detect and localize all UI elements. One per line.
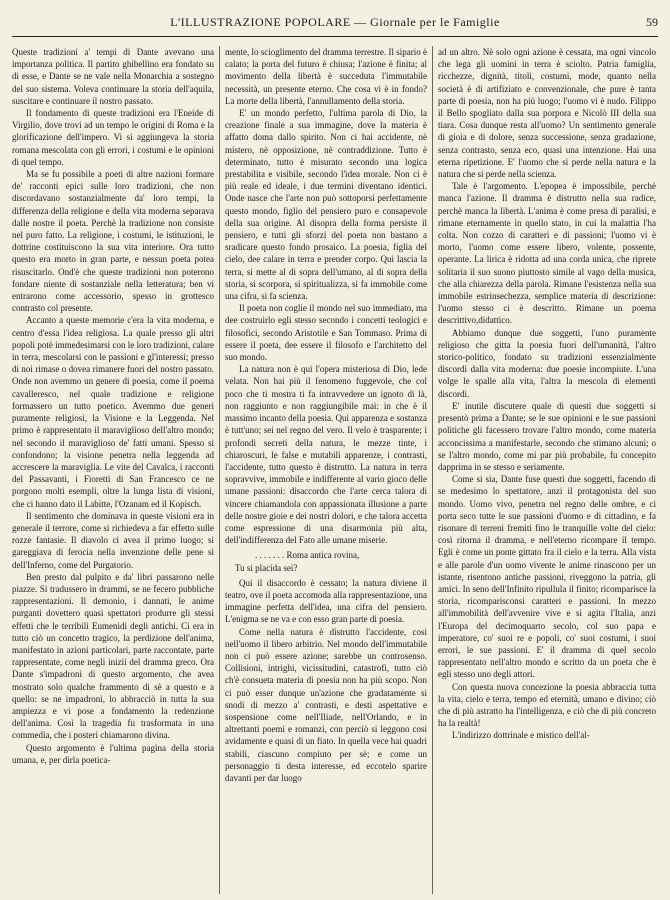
paragraph: mente, lo scioglimento del dramma terrestre. Il sipario è calato; la porta del futuro è chiusa; l'azione è finita; al movimento della libertà è succeduta l'immutabile necessità, un presente eterno. Che cosa vi è in fondo? La morte della libertà, l'annullamento della storia. xyxy=(225,47,427,106)
paragraph: Come si sia, Dante fuse questi due soggetti, facendo di se medesimo lo spettatore, anzi il protagonista del suo mondo. Uomo vivo, penetra nel regno delle ombre, e ci porta seco tutte le sue passioni d'uomo e di cittadino, e fa risonare di terreni fremiti fino le tranquille volte del cielo: così ritorna il dramma, e nell'eterno ricompare il tempo. Egli è come un ponte gittato fra il cielo e la terra. Alla vista e alle parole d'un uomo vivente le anime rinascono per un istante, risentono antiche passioni, riveggono la patria, gli amici. In seno dell'Infinito ripullula il finito; ricomparisce la storia, ricomparisconsi caratteri e passioni. In mezzo all'immobilità dell'avvenire vive e si agita l'Italia, anzi l'Europa del decimoquarto secolo, col suo papa e imperatore, co' suoi re e popoli, co' suoi costumi, i suoi errori, le sue passioni. E' il dramma di quel secolo rappresentato nell'altro mondo e scritto da un poeta che è egli stesso uno degli attori. xyxy=(438,474,656,680)
column-3 xyxy=(438,46,656,894)
paragraph: Il poeta non coglie il mondo nel suo immediato, ma dee costruirlo egli stesso secondo i concetti teologici e filosofici, secondo Aristotile e San Tommaso. Prima di essere il poeta, dee essere il filosofo e l'architetto del suo mondo. xyxy=(225,303,427,363)
paragraph: Il sentimento che dominava in queste visioni era in generale il terrore, come si richiedeva a far effetto sulle rozze fantasie. Il diavolo ci avea il primo luogo; si gareggiava di ferocia nella invenzione delle pene sì dell'Inferno, come del Purgatorio. xyxy=(12,510,214,570)
paragraph: E' inutile discutere quale di questi due soggetti si presentò prima a Dante; se le sue opinioni e le sue passioni politiche gli facessero trovare l'altro mondo, come materia acconcissima a manifestarle, secondo che stimano alcuni; o se l'altro mondo, come mi par più probabile, fu concepito dapprima in se stesso e seriamente. xyxy=(438,400,656,472)
paragraph: Il fondamento di queste tradizioni era l'Eneide di Virgilio, dove trovi ad un tempo le origini di Roma e la glorificazione dell'impero. Vi si aggiungeva la storia romana mescolata con gli errori, i costumi e le opinioni di quel tempo. xyxy=(12,108,214,167)
paragraph: Accanto a queste memorie c'era la vita moderna, e centro d'essa l'idea religiosa. La quale presso gli altri popoli potè immedesimarsi con le loro tradizioni, calare in terra, mescolarsi con le passioni e gl'interessi; presso di noi rimase o dovea rimanere fuori del nostro passato. Onde non avemmo un genere di poesia, come il poema cavalleresco, nel quale tradizione e religione formassero un tutto poetico. Avemmo due generi puramente religiosi, la Visione e la Leggenda. Nel primo è rappresentato il maraviglioso dell'altro mondo; nel secondo il maraviglioso de' fatti umani. Spesso si confondono; la visione penetra nella leggenda ad accrescere la maraviglia. Le vite del Cavalca, i racconti del Passavanti, i Fioretti di San Francesco ce ne porgono molti esempli, oltre la lunga lista di visioni, che ci hanno dato il Labitte, l'Ozanam ed il Kopisch. xyxy=(12,315,214,509)
paragraph: Questo argomento è l'ultima pagina della storia umana, e, per dirla poetica- xyxy=(12,742,214,765)
paragraph: Queste tradizioni a' tempi di Dante avevano una importanza politica. Il partito ghibellino era fondato su di esse, e Dante se ne vale nella Monarchia a sostegno del suo sistema. Voleva continuare la storia dell'aquila, suscitare e continuare il nostro passato. xyxy=(12,47,214,106)
paragraph: Con questa nuova concezione la poesia abbraccia tutta la vita, cielo e terra, tempo ed eternità, umano e divino; ciò che di più astratto ha l'intelligenza, e ciò che di più concreto ha la realtà! xyxy=(438,681,656,729)
paragraph: Ma se fu possibile a poeti di altre nazioni formare de' racconti epici sulle loro tradizioni, che non discordavano sostanzialmente da' loro tempi, la differenza della religione e della vita moderna separava dalle nostre il poeta. Perchè la tradizione non consiste nel puro fatto. La religione, i costumi, le istituzioni, le dottrine costituiscono la sua vita interiore. Ora tutto questo era morto in gran parte, e nessun poeta potea risuscitarlo. Ond'è che queste tradizioni non poterono fondare niente di sostanziale nella letteratura; ben vi entrarono come accessorio, spesso in grottesco contrasto col presente. xyxy=(12,169,214,314)
paragraph: ad un altro. Nè solo ogni azione è cessata, ma ogni vincolo che lega gli uomini in terra è sciolto. Patria famiglia, ricchezze, dignità, titoli, costumi, mode, quanto nella società è di artifiziato e convenzionale, che pure è tanta parte di poesia, non ha più luogo; l'uomo vi è nudo. Filippo il Bello spogliato dalla sua porpora e Nicolò III della sua tiara. Cosa dunque resta all'uomo? Un sentimento generale di gioia e di dolore, senza successione, senza gradazione, senza contrasto, senza eco, quasi una intenzione. Hai una eterna ripetizione. E' l'uomo che si perde nella natura e la natura che si perde nella scienza. xyxy=(438,47,656,180)
verse-line: . . . . . . . Roma antica rovina, xyxy=(255,550,360,561)
paragraph: La natura non è qui l'opera misteriosa di Dio, lede velata. Non hai più il fenomeno fuggevole, che col poco che ti mostra ti fa intravvedere un ignoto di là, non raggiunto e non raggiungibile mai: in che è il massimo incanto della poesia. Qui apparenza e sostanza è tutt'uno; sei nel regno del vero. Il velo è trasparente; i profondi secreti della natura, le mezze tinte, i chiaroscuri, le false e mutabili apparenze, i contrasti, l'accidente, tutto questo è distrutto. La natura in terra sopravvive, immobile e indifferente al vario gioco delle umane passioni: disaccordo che l'arte cerca talora di vincere chiamandola con appassionata illusione a parte delle nostre gioie e dei nostri dolori, e che talora accetta come espressione di una disarmonia più alta, dell'indifferenza del Fato alle umane miserie. xyxy=(225,364,427,546)
column-rule xyxy=(219,46,220,894)
verse-quote xyxy=(225,549,427,573)
paragraph: E' un mondo perfetto, l'ultima parola di Dio, la creazione finale a sua immagine, dove la materia è affatto doma dallo spirito. Non ci hai accidente, nè mistero, nè opposizione, nè contraddizione. Tutto è determinato, tutto è misurato secondo una logica prestabilita e visibile, secondo l'idea morale. Non ci è più reale ed ideale, i due termini diventano identici. Onde nasce che l'arte non può sottoporsi perfettamente questo mondo, figlio del pensiero puro e consapevole della sua origine. Al disopra della forma persiste il pensiero, e tutti gli sforzi del poeta non bastano a sradicare questo fondo prosaico. La poesia, figlia del cielo, dee calare in terra e prender corpo. Qui lascia la terra, si mette al di sopra dell'umano, al di sopra della storia, si scorpora, si spiritualizza, si fa immobile come una cifra, si fa scienza. xyxy=(225,108,427,302)
page-number: 59 xyxy=(646,15,658,29)
running-head: L'ILLUSTRAZIONE POPOLARE — Giornale per le Famiglie xyxy=(170,15,500,29)
page-header xyxy=(12,14,658,37)
column-2 xyxy=(225,46,427,894)
column-1 xyxy=(12,46,214,894)
article-columns xyxy=(0,46,670,894)
paragraph: Ben presto dal pulpito e da' libri passarono nelle piazze. Si tradussero in drammi, se ne fecero pubbliche rappresentazioni. Il demonio, i dannati, le anime purganti dovettero quasi spettatori produrre gli stessi effetti che le terribili Eumenidi degli antichi. Ci era in tutto ciò un concetto tragico, la perdizione dell'anima, manifestato in azioni particolari, parte raccontate, parte rappresentate, come negli inizii del dramma greco. Ora Dante s'impadronì di questo argomento, che avea mostrato solo qualche frammento di sè a questo e a quello: se ne impadronì, lo abbracciò in tutta la sua ampiezza e vi pose a fondamento la redenzione dell'anima. Così la tragedia fu trasformata in una commedia, che i posteri chiamarono divina. xyxy=(12,571,214,741)
paragraph: Come nella natura è distrutto l'accidente, così nell'uomo il libero arbitrio. Nel mondo dell'immutabile non ci può essere azione; sarebbe un controsenso. Collisioni, intrighi, vicissitudini, catastrofi, tutto ciò ch'è consueta materia di poesia non ha più scopo. Non ci può esser dunque un'azione che gradatamente si snodi di mezzo a' contrasti, e desti aspettative e sospensione come nell'Iliade, nell'Orlando, e in altrettanti poemi e romanzi, con perciò si leggono così avidamente e quasi di un fiato. In quella vece hai quadri stabili, ciascuno compiuto per sè; e come un personaggio ti desta interesse, ed eccotelo sparire davanti per dar luogo xyxy=(225,626,427,783)
paragraph: L'indirizzo dottrinale e mistico dell'al- xyxy=(452,730,590,741)
column-rule xyxy=(432,46,433,894)
verse-line: Tu si placida sei? xyxy=(235,562,298,573)
paragraph: Tale è l'argomento. L'epopea è impossibile, perchè manca l'azione. Il dramma è distrutto nella sua radice, perchè manca la libertà. L'anima è come presa di paralisi, e rimane eternamente in quello stato, in cui la malattia l'ha colta. Non cozzo di caratteri e di passioni; l'uomo vi è morto, l'uomo come essere libero, volente, possente, operante. La lirica è ridotta ad una corda unica, che riprete solitaria il suo suono piuttosto simile al vago della musica, che alla chiarezza della parola. Rimane l'esistenza nella sua immobile estrinsechezza, semplice materia di descrizione: l'uomo stesso ci è descritto. Rimane un poema descrittivo,didattico. xyxy=(438,181,656,326)
paragraph: Qui il disaccordo è cessato; la natura diviene il teatro, ove il poeta accomoda alla rappresentazione, una immagine perfetta dell'idea, una cifra del pensiero. L'enigma se ne va e con esso gran parte di poesia. xyxy=(225,577,427,625)
paragraph: Abbiamo dunque due soggetti, l'uno puramente religioso che gitta la poesia fuori dell'umanità, l'altro storico-politico, fondato su tradizioni essenzialmente discordi dalla vita moderna: due poesie incompiute. L'una volge le spalle alla vita, l'altra la mescola di elementi discordi. xyxy=(438,327,656,399)
